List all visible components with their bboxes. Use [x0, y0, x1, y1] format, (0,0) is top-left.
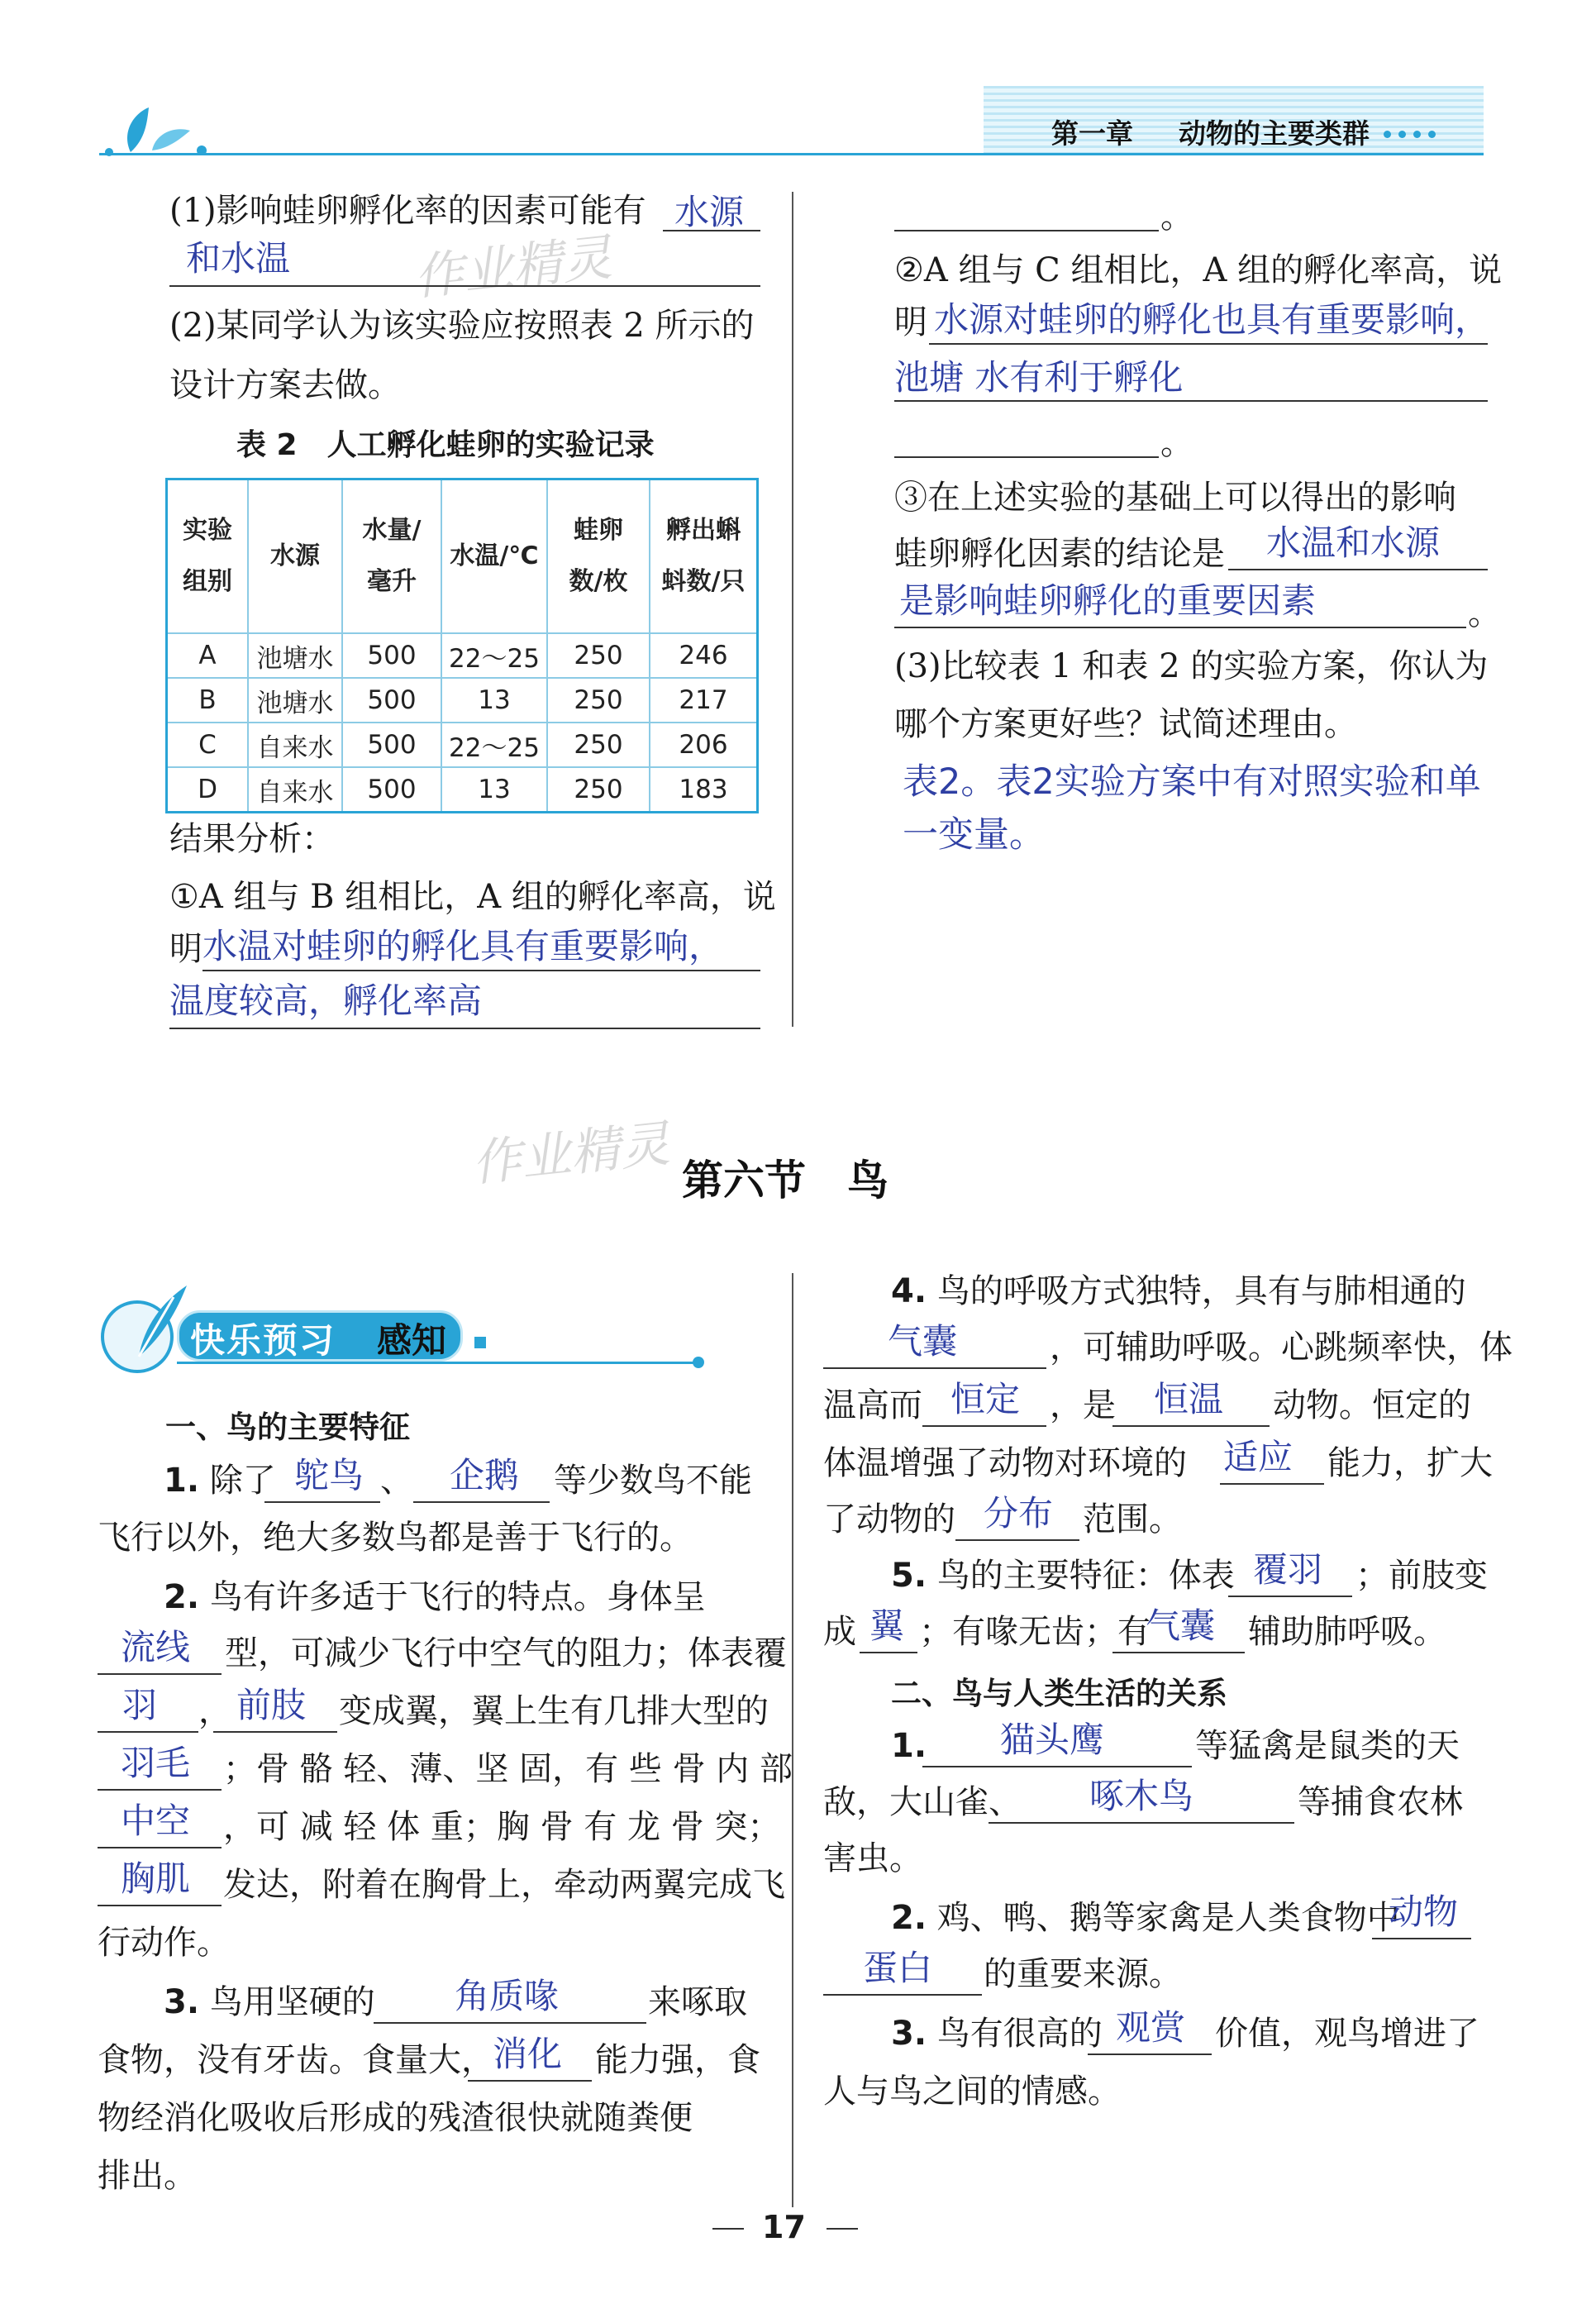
answer-blank	[413, 1501, 550, 1503]
q2-line2: 设计方案去做。	[169, 366, 401, 404]
answer-blank	[1228, 1596, 1352, 1597]
period: 。	[1160, 424, 1193, 462]
answer-feather-cover: 覆羽	[1253, 1549, 1323, 1590]
table-cell: 13	[441, 678, 547, 723]
analysis-1-line1: ①A 组与 B 组相比，A 组的孵化率高，说	[169, 878, 776, 916]
answer-blank	[1112, 1425, 1270, 1427]
answer-blank	[894, 400, 1488, 402]
p4-line4b: 能力，扩大	[1327, 1444, 1493, 1482]
p3-line2a: 食物，没有牙齿。食量大，	[98, 2041, 494, 2079]
table-cell: 22～25	[441, 723, 547, 767]
p2-line5: ，可 减 轻 体 重；胸 骨 有 龙 骨 突；	[223, 1808, 781, 1846]
column-divider-top	[792, 192, 793, 1027]
p1-line2: 飞行以外，绝大多数鸟都是善于飞行的。	[98, 1519, 693, 1557]
answer-blank	[213, 1731, 337, 1733]
answer-a1-b: 温度较高，孵化率高	[169, 980, 483, 1021]
table-cell: 250	[547, 633, 650, 678]
table-cell: 250	[547, 723, 650, 767]
r3-line2: 人与鸟之间的情感。	[823, 2073, 1121, 2111]
header-rule	[99, 153, 1484, 155]
q3-line2: 哪个方案更好些？试简述理由。	[894, 705, 1357, 743]
table-header-cell: 实验 组别	[167, 479, 249, 634]
item-number: 1.	[164, 1462, 200, 1500]
p2-line1: 鸟有许多适于飞行的特点。身体呈	[209, 1578, 706, 1616]
p4-line3b: ，是	[1050, 1386, 1116, 1424]
chapter-title: 动物的主要类群	[1179, 117, 1370, 150]
answer-animal: 动物	[1389, 1891, 1459, 1932]
p5-line2b: ；有喙无齿；有	[919, 1613, 1151, 1651]
chapter-label: 第一章	[1051, 117, 1133, 150]
table-header-row	[167, 479, 758, 634]
answer-q3-b: 一变量。	[903, 814, 1045, 856]
p3-line2b: 能力强，食	[595, 2041, 760, 2079]
p5-text: 鸟的主要特征：体表	[936, 1557, 1235, 1595]
answer-blank	[1372, 1938, 1471, 1939]
item-number: 2.	[891, 1899, 927, 1937]
watermark: 作业精灵	[469, 1114, 673, 1194]
table-cell: A	[167, 633, 249, 678]
p2-line7: 行动作。	[98, 1924, 230, 1962]
table-row	[167, 767, 758, 813]
table-cell: 自来水	[248, 767, 342, 813]
analysis-2-prefix: 明	[894, 303, 927, 341]
answer-blank	[860, 1652, 917, 1653]
answer-hollow: 中空	[121, 1801, 191, 1841]
answer-owl: 猫头鹰	[1000, 1720, 1105, 1760]
answer-feather: 羽	[122, 1685, 158, 1725]
item-number: 3.	[891, 2015, 927, 2053]
answer-a3-a: 水温和水源	[1266, 522, 1441, 563]
period: 。	[1160, 198, 1193, 236]
answer-a2-a: 水源对蛙卵的孵化也具有重要影响，	[934, 299, 1490, 340]
table-header-cell: 水温/℃	[441, 479, 547, 634]
answer-blank	[468, 2080, 592, 2082]
p2-separator: ，	[198, 1692, 231, 1730]
banner-underline	[177, 1362, 698, 1364]
p3-line4: 排出。	[98, 2157, 197, 2195]
answer-forelimb: 前肢	[236, 1685, 307, 1725]
p3-text: 来啄取	[648, 1983, 747, 2021]
table-cell: 500	[342, 678, 441, 723]
p5-line2c: 辅助肺呼吸。	[1248, 1613, 1446, 1651]
answer-blank	[98, 1789, 222, 1791]
answer-woodpecker: 啄木鸟	[1089, 1776, 1194, 1816]
answer-blank	[98, 1673, 222, 1675]
q1-prompt: (1)影响蛙卵孵化率的因素可能有	[169, 192, 646, 230]
table-cell: 自来水	[248, 723, 342, 767]
answer-horny-beak: 角质喙	[455, 1976, 560, 2016]
banner-text: 快乐预习	[190, 1320, 336, 1361]
q2-line1: (2)某同学认为该实验应按照表 2 所示的	[169, 307, 755, 345]
period: 。	[1468, 594, 1501, 632]
heading-2: 二、鸟与人类生活的关系	[891, 1676, 1227, 1711]
page-number-dash-left	[712, 2228, 744, 2230]
table-cell: 22～25	[441, 633, 547, 678]
table-cell: B	[167, 678, 249, 723]
answer-protein: 蛋白	[863, 1948, 933, 1988]
p4-line5a: 了动物的	[823, 1500, 955, 1538]
r1-line2b: 等捕食农林	[1298, 1783, 1463, 1821]
item-number: 5.	[891, 1557, 927, 1595]
section-title: 第六节 鸟	[682, 1157, 889, 1204]
watermark: 作业精灵	[411, 228, 615, 308]
answer-blank	[169, 1028, 760, 1029]
table-cell: 250	[547, 678, 650, 723]
table-row	[167, 678, 758, 723]
answer-a1-a: 水温对蛙卵的孵化具有重要影响，	[202, 926, 724, 966]
table-row	[167, 723, 758, 767]
analysis-3-prefix: 蛙卵孵化因素的结论是	[894, 535, 1225, 573]
answer-warm-blooded: 恒温	[1154, 1379, 1224, 1419]
table-header-cell: 孵出蝌 蚪数/只	[650, 479, 758, 634]
heading-1: 一、鸟的主要特征	[165, 1410, 410, 1445]
table-cell: C	[167, 723, 249, 767]
analysis-1-prefix: 明	[169, 930, 202, 968]
answer-blank	[929, 343, 1488, 345]
answer-blank	[1112, 1652, 1245, 1653]
answer-air-sac: 气囊	[888, 1321, 958, 1362]
r1-line2a: 敌，大山雀、	[823, 1783, 1022, 1821]
table-cell: 500	[342, 633, 441, 678]
answer-blank	[98, 1905, 222, 1906]
table-cell: 13	[441, 767, 547, 813]
p4-line1: 鸟的呼吸方式独特，具有与肺相通的	[936, 1272, 1466, 1310]
table-cell: 246	[650, 633, 758, 678]
answer-blank	[989, 1822, 1294, 1824]
column-divider-bottom	[792, 1273, 793, 2207]
table-cell: 206	[650, 723, 758, 767]
item-number: 4.	[891, 1272, 927, 1310]
p2-line2: 型，可减少飞行中空气的阻力；体表覆	[225, 1634, 787, 1672]
answer-q1-a: 水源	[674, 192, 745, 232]
answer-blank	[98, 1847, 222, 1848]
table-cell: D	[167, 767, 249, 813]
table-cell: 池塘水	[248, 633, 342, 678]
p3-text: 鸟用坚硬的	[209, 1983, 375, 2021]
r1-text: 等猛禽是鼠类的天	[1195, 1727, 1460, 1765]
p5-text: ；前肢变	[1355, 1557, 1488, 1595]
p2-line6: 发达，附着在胸骨上，牵动两翼完成飞	[223, 1866, 785, 1904]
answer-blank	[894, 456, 1159, 458]
answer-a3-b: 是影响蛙卵孵化的重要因素	[899, 580, 1317, 621]
answer-blank	[374, 2022, 646, 2024]
banner-dot-icon	[693, 1357, 704, 1368]
answer-breast-muscle: 胸肌	[121, 1858, 191, 1899]
answer-ornamental: 观赏	[1116, 2007, 1186, 2048]
p4-line3a: 温高而	[823, 1386, 922, 1424]
banner-square-icon	[474, 1337, 486, 1348]
item-number: 2.	[164, 1578, 200, 1616]
answer-blank	[1228, 569, 1488, 570]
p4-line4a: 体温增强了动物对环境的	[823, 1444, 1187, 1482]
table-cell: 500	[342, 723, 441, 767]
answer-distribution: 分布	[984, 1493, 1054, 1534]
r2-text: 的重要来源。	[984, 1955, 1182, 1993]
answer-air-sac-2: 气囊	[1146, 1605, 1216, 1646]
item-number: 1.	[891, 1727, 927, 1765]
p2-line3: 变成翼，翼上生有几排大型的	[339, 1692, 769, 1730]
answer-digestion: 消化	[493, 2034, 563, 2074]
r1-line3: 害虫。	[823, 1839, 922, 1877]
answer-blank	[202, 970, 760, 971]
answer-constant: 恒定	[950, 1379, 1021, 1419]
analysis-label: 结果分析：	[169, 820, 335, 858]
banner-suffix: 感知	[377, 1320, 447, 1361]
page-number: 17	[762, 2209, 806, 2245]
answer-q1-b: 和水温	[186, 238, 291, 279]
leaf-logo-icon	[98, 98, 213, 157]
table-cell: 池塘水	[248, 678, 342, 723]
table-header-cell: 蛙卵 数/枚	[547, 479, 650, 634]
p4-line2: ，可辅助呼吸。心跳频率快，体	[1050, 1328, 1513, 1367]
r2-text: 鸡、鸭、鹅等家禽是人类食物中	[936, 1899, 1400, 1937]
table-cell: 217	[650, 678, 758, 723]
r3-text: 价值，观鸟增进了	[1215, 2015, 1479, 2053]
table-title: 表 2 人工孵化蛙卵的实验记录	[236, 428, 655, 462]
p4-line5b: 范围。	[1083, 1500, 1182, 1538]
item-number: 3.	[164, 1983, 200, 2021]
answer-blank	[823, 1367, 1046, 1369]
analysis-3-line1: ③在上述实验的基础上可以得出的影响	[894, 479, 1456, 517]
table-header-cell: 水量/ 毫升	[342, 479, 441, 634]
table-cell: 250	[547, 767, 650, 813]
answer-blank	[264, 1501, 380, 1503]
answer-ostrich: 鸵鸟	[294, 1455, 364, 1495]
answer-a2-b: 池塘 水有利于孵化	[894, 357, 1184, 398]
experiment-table	[165, 478, 759, 813]
table-row	[167, 633, 758, 678]
answer-wing: 翼	[869, 1605, 905, 1646]
analysis-2-line1: ②A 组与 C 组相比，A 组的孵化率高，说	[894, 251, 1503, 289]
answer-blank	[922, 1766, 1192, 1767]
answer-adapt: 适应	[1223, 1437, 1293, 1477]
answer-blank	[894, 627, 1466, 628]
answer-blank	[823, 1994, 982, 1996]
page-number-dash-right	[827, 2228, 858, 2230]
p1-text: 等少数鸟不能	[554, 1462, 752, 1500]
answer-blank	[1088, 2053, 1212, 2055]
answer-plume: 羽毛	[121, 1743, 191, 1783]
table-cell: 500	[342, 767, 441, 813]
header-dots-icon	[1384, 126, 1436, 141]
table-header-cell: 水源	[248, 479, 342, 634]
answer-penguin: 企鹅	[450, 1455, 520, 1495]
p1-separator: 、	[380, 1462, 413, 1500]
answer-blank	[169, 285, 760, 287]
answer-blank	[98, 1731, 198, 1733]
p1-text: 除了	[209, 1462, 276, 1500]
answer-blank	[1220, 1483, 1324, 1485]
p4-line3c: 动物。恒定的	[1273, 1386, 1471, 1424]
answer-blank	[922, 1425, 1046, 1427]
table-cell: 183	[650, 767, 758, 813]
p3-line3: 物经消化吸收后形成的残渣很快就随粪便	[98, 2099, 693, 2137]
p2-line4: ；骨 骼 轻、薄、坚 固，有 些 骨 内 部	[223, 1750, 793, 1788]
p5-line2a: 成	[823, 1613, 856, 1651]
answer-streamline: 流线	[121, 1627, 191, 1667]
preview-banner	[98, 1277, 701, 1376]
q3-line1: (3)比较表 1 和表 2 的实验方案，你认为	[894, 647, 1489, 685]
answer-blank	[894, 230, 1159, 231]
answer-q3-a: 表2。表2实验方案中有对照实验和单	[903, 761, 1481, 803]
r3-text: 鸟有很高的	[936, 2015, 1103, 2053]
answer-blank	[955, 1539, 1079, 1541]
